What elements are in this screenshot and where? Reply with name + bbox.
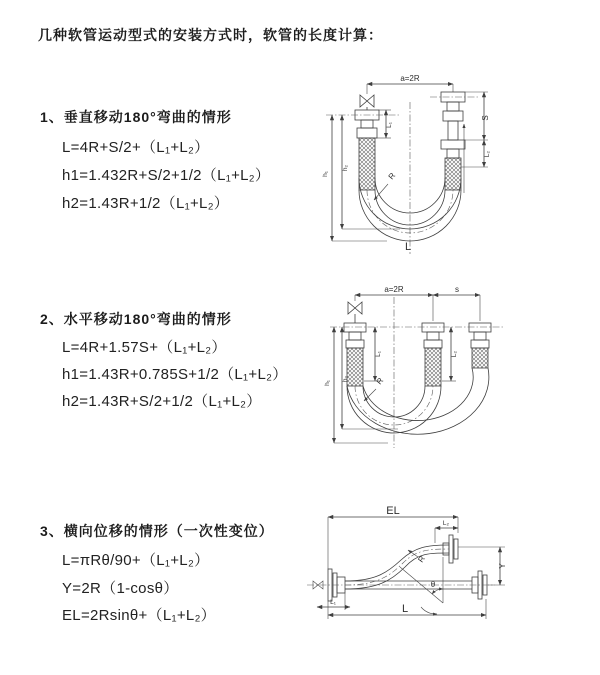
dim-label-h2: h₂ <box>342 375 349 383</box>
diagram-vertical-180-bend <box>312 72 574 262</box>
radius-label: R <box>386 171 398 182</box>
section3-formula-Y: Y=2R（1-cosθ） <box>62 580 179 597</box>
dim-label-h1: h₁ <box>324 380 331 386</box>
right-pipe-fitting <box>441 92 465 190</box>
length-label: L <box>404 241 412 253</box>
dim-label-y: Y <box>498 563 507 569</box>
dim-label-h1: h₁ <box>322 171 329 177</box>
dim-label-el: EL <box>386 505 400 517</box>
hose-u-bend-position2 <box>347 368 489 434</box>
dim-label-s: S <box>481 115 490 121</box>
dim-label-a2r: a=2R <box>400 74 420 83</box>
section1-formula-L: L=4R+S/2+（L₁+L₂） <box>62 139 210 156</box>
upper-flange <box>443 535 458 563</box>
dim-label-l1: L₁ <box>330 599 336 606</box>
section2-formula-L: L=4R+1.57S+（L₁+L₂） <box>62 339 227 356</box>
dim-label-a2r: a=2R <box>384 285 404 294</box>
radius-label: R <box>374 376 386 387</box>
dim-label-l1: L₁ <box>386 122 393 128</box>
dim-label-h2: h₂ <box>342 164 349 172</box>
section3-heading: 3、横向位移的情形（一次性变位） <box>40 523 274 539</box>
section1-heading: 1、垂直移动180°弯曲的情形 <box>40 109 232 125</box>
page-title: 几种软管运动型式的安装方式时，软管的长度计算： <box>38 27 383 43</box>
dim-label-theta: θ <box>430 580 436 589</box>
dim-label-l2: L₂ <box>442 520 450 527</box>
section1-formula-h2: h2=1.43R+1/2（L₁+L₂） <box>62 195 230 212</box>
section1-formula-h1: h1=1.432R+S/2+1/2（L₁+L₂） <box>62 167 271 184</box>
dim-label-l2: L₂ <box>451 350 458 358</box>
diagram-lateral-displacement <box>305 497 597 652</box>
valve-icon <box>348 302 362 323</box>
radius-label: R <box>416 554 427 565</box>
dim-label-l: L <box>401 603 409 615</box>
section2-heading: 2、水平移动180°弯曲的情形 <box>40 311 232 327</box>
section2-formula-h1: h1=1.43R+0.785S+1/2（L₁+L₂） <box>62 366 288 383</box>
section3-formula-EL: EL=2Rsinθ+（L₁+L₂） <box>62 607 216 624</box>
diagram-horizontal-180-bend <box>318 283 586 455</box>
dim-label-l1: L₁ <box>375 351 382 357</box>
dim-label-s: s <box>455 285 459 294</box>
section2-formula-h2: h2=1.43R+S/2+1/2（L₁+L₂） <box>62 393 262 410</box>
right-pipe-fitting <box>469 323 491 368</box>
section3-formula-L: L=πRθ/90+（L₁+L₂） <box>62 552 210 569</box>
valve-icon <box>360 95 374 110</box>
dim-label-l2: L₂ <box>484 150 491 158</box>
middle-pipe-fitting <box>422 323 444 386</box>
